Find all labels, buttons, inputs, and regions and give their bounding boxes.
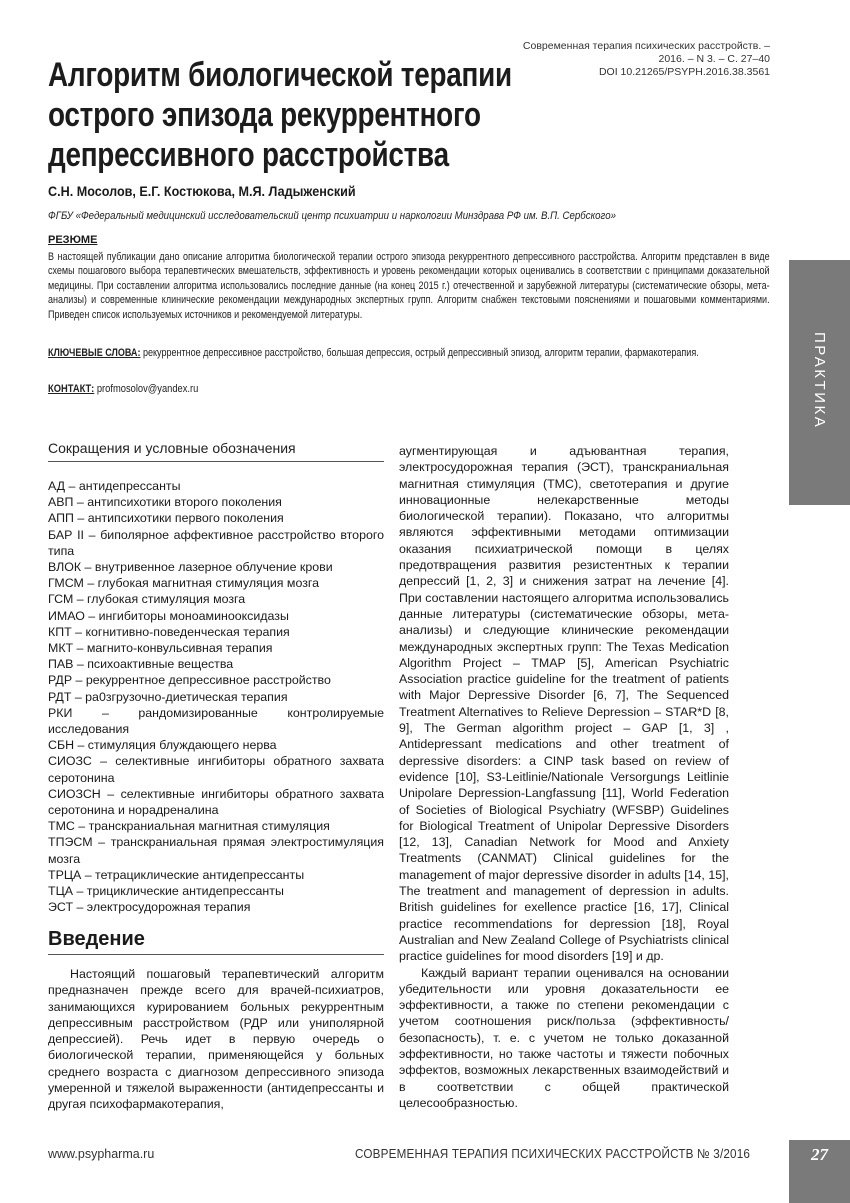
abbreviation-item: ВЛОК – внутривенное лазерное облучение крови (48, 560, 333, 575)
page-number: 27 (811, 1145, 828, 1164)
abbreviation-item: ТПЭСМ – транскраниальная прямая электростимуляция мозга (48, 835, 384, 866)
abbreviation-item: СИОЗСН – селективные ингибиторы обратного захвата серотонина и норадреналина (48, 786, 384, 818)
keywords-text: рекуррентное депрессивное расстройство, большая депрессия, острый депрессивный эпизод, алгоритм терапии, фармакотерапия. (142, 347, 699, 359)
citation-line-2: 2016. – N 3. – C. 27–40 (658, 53, 770, 65)
abbreviation-item: АПП – антипсихотики первого поколения (48, 511, 284, 526)
abbreviation-item: ИМАО – ингибиторы моноаминооксидазы (48, 608, 289, 623)
abbreviation-item: ТРЦА – тетрациклические антидепрессанты (48, 867, 305, 882)
abbreviation-item: КПТ – когнитивно-поведенческая терапия (48, 624, 290, 639)
footer-journal-name: СОВРЕМЕННАЯ ТЕРАПИЯ ПСИХИЧЕСКИХ РАССТРОЙСТВ № 3/2016 (355, 1146, 751, 1161)
introduction-heading: Введение (48, 928, 145, 950)
authors: С.Н. Мосолов, Е.Г. Костюкова, М.Я. Ладыженский (48, 183, 356, 199)
body-paragraph-1: аугментирующая и адъювантная терапия, электросудорожная терапия (ЭСТ), транскраниальная магнитная стимуляция (ТМС), светотерапия и другие инновационные нелекарственные методы биологической терапии). Показано, что алгоритмы являются эффективными методами оптимизации оказания психиатрической помощи в целях предотвращения развития резистентных к терапии депрессий [1, 2, 3] и снижения затрат на лечение [4]. При составлении настоящего алгоритма использовались данные литературы (систематические обзоры, мета-анализы) и следующие клинические рекомендации международных экспертных групп: The Texas Medication Algorithm Project – TMAP [5], American Psychiatric Association practice guideline for the treatment of patients with Major Depressive Disorder [6, 7], The Sequenced Treatment Alternatives to Relieve Depression – STAR*D [8, 9], The German algorithm project – GAP [1, 3] , Antidepressant medications and other treatment of depressive disorders: a CINP task based on review of evidence [10], S3-Leitlinie/Nationale Versorgungs Leitlinie Unipolare Depression-Langfassung [11], World Federation of Societies of Biological Psychiatry (WFSBP) Guidelines for Biological Treatment of Unipolar Depressive Disorders [12, 13], Canadian Network for Mood and Anxiety Treatments (CANMAT) Clinical guidelines for the management of major depressive disorder in adults [14, 15], The treatment and management of depression in adults. British guidelines for exellence practice [16, 17], Clinical practice recommendations for depression [18], Royal Australian and New Zealand College of Psychiatrists clinical practice guidelines for mood disorders [19] и др. (399, 444, 729, 964)
resume-text: В настоящей публикации дано описание алгоритма биологической терапии острого эпизода рекуррентного депрессивного расстройства. Алгоритм представлен в виде схемы пошагового выбора терапевтических вмешательств, эффективность и уровень рекомендации которых оценивались в соответствии с принципами доказательной медицины. При составлении алгоритма использовались последние данные (на конец 2015 г.) отечественной и зарубежной литературы (систематические обзоры, мета-анализы) и современные клинические рекомендации международных экспертных групп. Алгоритм снабжен текстовыми пояснениями и пошаговыми комментариями. Приведен список используемых источников и рекомендуемой литературы. (48, 251, 770, 321)
abbreviation-item: СИОЗС – селективные ингибиторы обратного захвата серотонина (48, 754, 384, 785)
abbreviation-item: РДТ – ра0згрузочно-диетическая терапия (48, 689, 288, 704)
keywords (48, 346, 770, 360)
body-paragraph-2: Каждый вариант терапии оценивался на основании убедительности или уровня доказательности ее эффективности, а также по степени рекомендации с учетом соотношения риск/польза (эффективность/безопасность), т. е. с учетом не только доказанной эффективности, но также частоты и тяжести побочных эффектов, возможных лекарственных взаимодействий и в соответствии с общей практической целесообразностью. (399, 965, 729, 1110)
section-label: ПРАКТИКА (811, 332, 828, 430)
abbreviations-heading: Сокращения и условные обозначения (48, 440, 384, 462)
introduction-divider (48, 954, 384, 955)
abbreviation-item: ПАВ – психоактивные вещества (48, 657, 234, 672)
contact-label: КОНТАКТ: (48, 383, 95, 395)
left-column (48, 440, 384, 915)
affiliation: ФГБУ «Федеральный медицинский исследовательский центр психиатрии и наркологии Минздрава РФ им. В.П. Сербского» (48, 210, 616, 222)
abbreviation-item: АД – антидепрессанты (48, 479, 181, 493)
footer-website-link[interactable]: www.psypharma.ru (48, 1147, 155, 1161)
abbreviation-item: ГСМ – глубокая стимуляция мозга (48, 592, 246, 607)
abbreviation-item: СБН – стимуляция блуждающего нерва (48, 738, 277, 753)
abbreviation-item: ТМС – транскраниальная магнитная стимуляция (48, 819, 330, 834)
title-line-3: депрессивного расстройства (48, 136, 449, 174)
introduction-text: Настоящий пошаговый терапевтический алгоритм предназначен прежде всего для врачей-психиатров, занимающихся курированием больных рекуррентным депрессивным расстройством (РДР или униполярной депрессией). Речь идет в первую очередь о биологической терапии, применяющейся у больных среднего возраста с диагнозом депрессивного эпизода умеренной и тяжелой выраженности (антидепрессанты и другая психофармакотерапия, (48, 967, 384, 1112)
abbreviation-item: ГМСМ – глубокая магнитная стимуляция мозга (48, 576, 320, 591)
citation-doi: DOI 10.21265/PSYPH.2016.38.3561 (598, 66, 770, 78)
abbreviations-list (48, 478, 384, 915)
abbreviation-item: РДР – рекуррентное депрессивное расстройство (48, 673, 331, 688)
citation-block (510, 40, 770, 79)
contact-email[interactable]: profmosolov@yandex.ru (96, 383, 199, 395)
article-title (48, 55, 512, 175)
title-line-1: Алгоритм биологической терапии (48, 56, 512, 94)
abbreviation-item: АВП – антипсихотики второго поколения (48, 495, 282, 510)
abbreviation-item: ТЦА – трициклические антидепрессанты (48, 884, 284, 899)
right-column (399, 443, 729, 1111)
page-number-box (789, 1140, 850, 1203)
title-line-2: острого эпизода рекуррентного (48, 96, 481, 134)
abbreviation-item: МКТ – магнито-конвульсивная терапия (48, 641, 273, 656)
abbreviation-item: РКИ – рандомизированные контролируемые исследования (48, 705, 384, 737)
citation-line-1: Современная терапия психических расстройств. – (522, 40, 770, 52)
section-sidebar-tab (789, 260, 850, 505)
abbreviation-item: БАР II – биполярное аффективное расстройство второго типа (48, 527, 384, 558)
keywords-label: КЛЮЧЕВЫЕ СЛОВА: (48, 347, 141, 359)
contact (48, 383, 198, 395)
abbreviation-item: ЭСТ – электросудорожная терапия (48, 900, 251, 915)
resume-label: РЕЗЮМЕ (48, 234, 98, 246)
